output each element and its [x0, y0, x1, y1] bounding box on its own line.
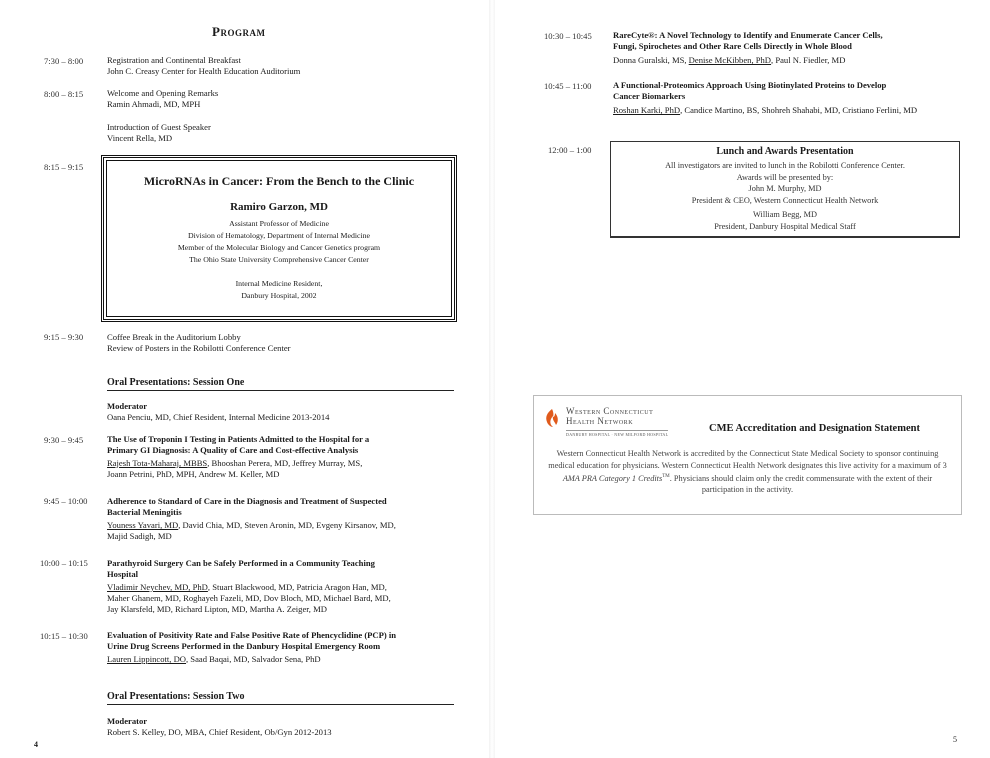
authors: , Stuart Blackwood, MD, Patricia Aragon Han, MD, — [207, 582, 387, 592]
time-label: 8:15 – 9:15 — [44, 162, 84, 172]
keynote-detail: Division of Hematology, Department of Internal Medicine — [187, 231, 371, 240]
flame-icon — [544, 408, 560, 428]
lunch-line: President & CEO, Western Connecticut Health Network — [691, 195, 879, 205]
talk-title: Fungi, Spirochetes and Other Rare Cells Directly in Whole Blood — [613, 41, 852, 51]
authors: , Saad Baqai, MD, Salvador Sena, PhD — [186, 654, 321, 664]
item-title: Registration and Continental Breakfast — [107, 55, 241, 65]
keynote-detail: Member of the Molecular Biology and Cancer Genetics program — [177, 243, 381, 252]
page-number-right: 5 — [953, 735, 957, 744]
cme-title: CME Accreditation and Designation Statement — [709, 423, 920, 434]
lunch-box — [610, 141, 960, 238]
keynote-detail: Assistant Professor of Medicine — [229, 219, 329, 228]
talk-title: Evaluation of Positivity Rate and False Positive Rate of Phencyclidine (PCP) in — [107, 630, 397, 640]
presenter: Roshan Karki, PhD — [613, 105, 681, 115]
lunch-line: President, Danbury Hospital Medical Staff — [714, 221, 856, 231]
cme-statement — [546, 448, 949, 496]
time-label: 8:00 – 8:15 — [44, 89, 84, 99]
keynote-speaker: Ramiro Garzon, MD — [230, 201, 328, 213]
cme-box — [533, 395, 962, 515]
presenter: Vladimir Neychev, MD, PhD — [107, 582, 208, 592]
logo-text: Western Connecticut — [566, 406, 654, 416]
talk-title: Primary GI Diagnosis: A Quality of Care and Cost-effective Analysis — [107, 445, 359, 455]
talk-title: The Use of Troponin I Testing in Patients Admitted to the Hospital for a — [107, 434, 370, 444]
moderator-name: Robert S. Kelley, DO, MBA, Chief Resident, Ob/Gyn 2012-2013 — [107, 727, 332, 737]
time-label: 9:15 – 9:30 — [44, 332, 84, 342]
talk-entry — [613, 80, 968, 116]
authors: Donna Guralski, MS, — [613, 55, 689, 65]
wchn-logo — [544, 406, 694, 438]
item-detail: Ramin Ahmadi, MD, MPH — [107, 99, 201, 109]
time-label: 10:30 – 10:45 — [544, 31, 592, 41]
cme-credit: AMA PRA Category 1 Credits — [562, 473, 663, 483]
time-label: 10:15 – 10:30 — [40, 631, 88, 641]
authors: , Bhooshan Perera, MD, Jeffrey Murray, MS, — [207, 458, 363, 468]
presenter: Youness Yavari, MD — [107, 520, 179, 530]
authors: , Paul N. Fiedler, MD — [771, 55, 846, 65]
moderator-label: Moderator — [107, 401, 148, 411]
lunch-line: John M. Murphy, MD — [748, 184, 822, 193]
time-label: 10:00 – 10:15 — [40, 558, 88, 568]
talk-title: RareCyte®: A Novel Technology to Identify and Enumerate Cancer Cells, — [613, 30, 883, 40]
lunch-line: All investigators are invited to lunch in the Robilotti Conference Center. — [665, 161, 905, 170]
presenter: Denise McKibben, PhD — [688, 55, 772, 65]
talk-title: Adherence to Standard of Care in the Diagnosis and Treatment of Suspected — [107, 496, 387, 506]
time-label: 7:30 – 8:00 — [44, 56, 84, 66]
item-detail: Vincent Rella, MD — [107, 133, 173, 143]
authors: , Candice Martino, BS, Shohreh Shahabi, MD, Cristiano Ferlini, MD — [680, 105, 918, 115]
time-label: 9:45 – 10:00 — [44, 496, 88, 506]
keynote-detail: The Ohio State University Comprehensive Cancer Center — [189, 255, 369, 264]
talk-title: A Functional-Proteomics Approach Using Biotinylated Proteins to Develop — [613, 80, 887, 90]
moderator-name: Oana Penciu, MD, Chief Resident, Internal Medicine 2013-2014 — [107, 412, 330, 422]
logo-text: Health Network — [566, 416, 634, 426]
item-detail: Review of Posters in the Robilotti Conference Center — [107, 343, 291, 353]
cme-text: Western Connecticut Health Network is accredited by the Connecticut State Medical Society to sponsor continuing medical education for physicians. Western Connecticut Health Network designates this live activity for a maximum of 3 — [548, 449, 947, 470]
authors: Jay Klarsfeld, MD, Richard Lipton, MD, Martha A. Zeiger, MD — [107, 604, 327, 614]
talk-title: Cancer Biomarkers — [613, 91, 686, 101]
authors: , David Chia, MD, Steven Aronin, MD, Evgeny Kirsanov, MD, — [178, 520, 396, 530]
lunch-line: William Begg, MD — [753, 210, 817, 219]
keynote-residency: Internal Medicine Resident, — [235, 279, 323, 288]
keynote-title: MicroRNAs in Cancer: From the Bench to the Clinic — [143, 174, 415, 188]
lunch-line: Awards will be presented by: — [736, 172, 834, 182]
session-two-heading: Oral Presentations: Session Two — [107, 691, 454, 705]
authors: Maher Ghanem, MD, Roghayeh Fazeli, MD, Dov Bloch, MD, Michael Bard, MD, — [107, 593, 391, 603]
lunch-title: Lunch and Awards Presentation — [716, 146, 854, 157]
moderator-label: Moderator — [107, 716, 148, 726]
item-title: Welcome and Opening Remarks — [107, 88, 219, 98]
talk-title: Parathyroid Surgery Can be Safely Performed in a Community Teaching — [107, 558, 375, 568]
cme-tm: TM — [662, 474, 670, 479]
item-title: Introduction of Guest Speaker — [107, 122, 211, 132]
keynote-residency: Danbury Hospital, 2002 — [241, 291, 317, 300]
item-title: Coffee Break in the Auditorium Lobby — [107, 332, 241, 342]
talk-title: Bacterial Meningitis — [107, 507, 182, 517]
logo-subtext: DANBURY HOSPITAL · NEW MILFORD HOSPITAL — [566, 432, 669, 437]
presenter: Rajesh Tota-Maharaj, MBBS — [107, 458, 208, 468]
authors: Joann Petrini, PhD, MPH, Andrew M. Keller, MD — [107, 469, 280, 479]
time-label: 10:45 – 11:00 — [544, 81, 592, 91]
time-label: 12:00 – 1:00 — [548, 145, 592, 155]
program-heading: Program — [212, 24, 266, 39]
page-number-left: 4 — [34, 740, 38, 749]
talk-title: Hospital — [107, 569, 139, 579]
session-one-heading: Oral Presentations: Session One — [107, 377, 454, 391]
talk-entry — [613, 30, 963, 66]
cme-text: . Physicians should claim only the credit commensurate with the extent of their participation in the activity. — [669, 473, 933, 495]
talk-title: Urine Drug Screens Performed in the Danbury Hospital Emergency Room — [107, 641, 381, 651]
presenter: Lauren Lippincott, DO — [107, 654, 186, 664]
item-detail: John C. Creasy Center for Health Education Auditorium — [107, 66, 301, 76]
authors: Majid Sadigh, MD — [107, 531, 172, 541]
time-label: 9:30 – 9:45 — [44, 435, 84, 445]
